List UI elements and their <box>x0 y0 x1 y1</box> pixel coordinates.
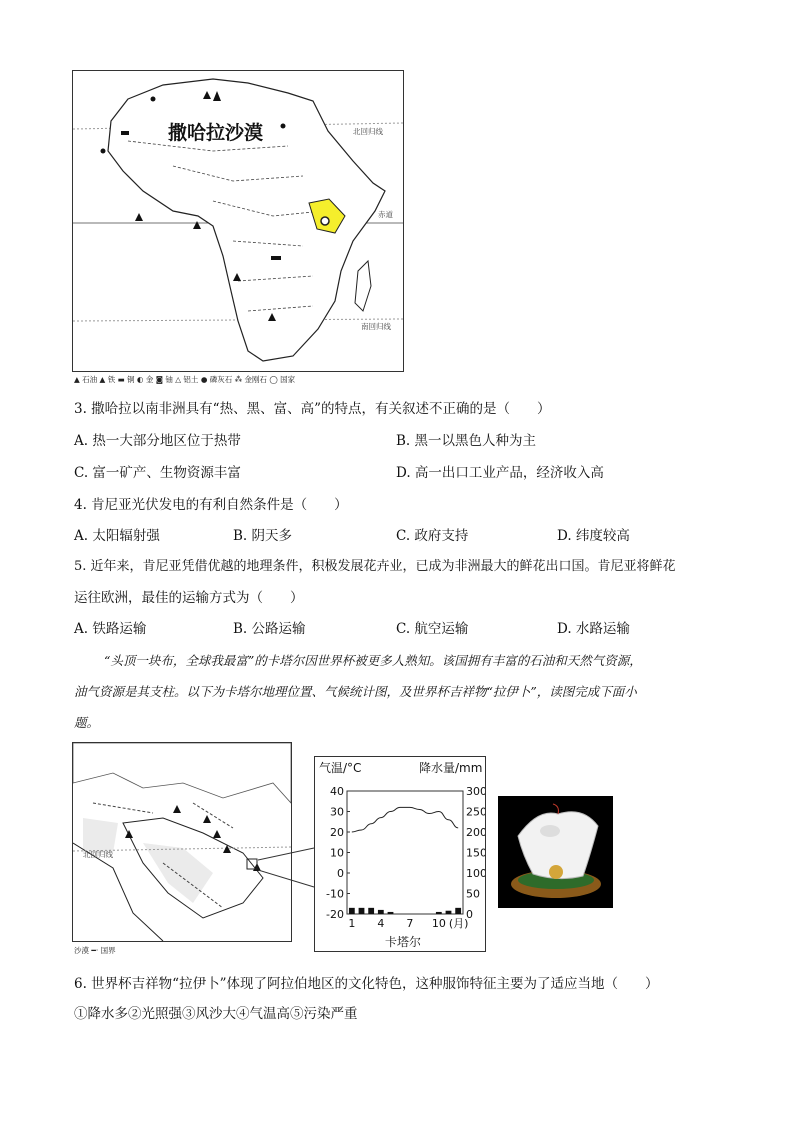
passage-line1: “头顶一块布，全球我最富”的卡塔尔因世界杯被更多人熟知。该国拥有丰富的石油和天然气资源， <box>104 653 642 668</box>
arabia-map <box>72 742 292 942</box>
x-tick-label: 4 <box>377 917 385 930</box>
q5-stem-line2: 运往欧洲，最佳的运输方式为（ ） <box>74 590 304 606</box>
precipitation-bar <box>446 911 452 914</box>
chart-ylabel-right: 降水量/mm <box>419 761 483 775</box>
q6-stem: 6. 世界杯吉祥物“拉伊卜”体现了阿拉伯地区的文化特色，这种服饰特征主要为了适应当地（ ） <box>74 976 659 992</box>
temperature-line <box>352 807 458 832</box>
equator-label: 赤道 <box>378 210 393 219</box>
precipitation-bar <box>359 908 365 914</box>
q3-option-d: D. 高一出口工业产品，经济收入高 <box>396 465 604 481</box>
right-tick-label: 250 <box>466 805 485 819</box>
passage-line2: 油气资源是其支柱。以下为卡塔尔地理位置、气候统计图，及世界杯吉祥物“拉伊卜”，读图完成下面小 <box>74 684 637 699</box>
tropic-south-label: 南回归线 <box>361 322 391 331</box>
precipitation-bar <box>378 910 384 914</box>
x-tick-label: 7 <box>406 917 414 930</box>
africa-map <box>72 70 404 372</box>
q4-option-a: A. 太阳辐射强 <box>74 528 160 544</box>
q4-stem: 4. 肯尼亚光伏发电的有利自然条件是（ ） <box>74 497 348 513</box>
q4-option-d: D. 纬度较高 <box>557 528 630 544</box>
q3-option-c: C. 富一矿产、生物资源丰富 <box>74 465 241 481</box>
x-tick-label: 10 <box>431 917 446 930</box>
q5-option-d: D. 水路运输 <box>557 621 630 637</box>
q4-option-c: C. 政府支持 <box>396 528 469 544</box>
tropic-north-label: 北回归线 <box>353 127 383 136</box>
left-tick-label: -20 <box>326 908 344 921</box>
precipitation-bar <box>455 908 461 914</box>
map-title: 撒哈拉沙漠 <box>168 122 264 144</box>
precipitation-bar <box>436 912 442 914</box>
q5-option-b: B. 公路运输 <box>233 621 306 637</box>
precipitation-bar <box>349 908 355 914</box>
right-tick-label: 50 <box>466 887 480 901</box>
chart-ylabel-left: 气温/°C <box>319 761 362 775</box>
map2-tropic-label: 北回归线 <box>83 850 113 859</box>
q3-stem: 3. 撒哈拉以南非洲具有“热、黑、富、高”的特点，有关叙述不正确的是（ ） <box>74 401 551 417</box>
left-tick-label: 40 <box>330 785 344 798</box>
climate-chart-frame <box>314 756 486 952</box>
left-tick-label: -10 <box>326 887 344 901</box>
q5-option-c: C. 航空运输 <box>396 621 469 637</box>
left-tick-label: 20 <box>330 826 344 839</box>
map1-legend: ▲ 石油 ▲ 铁 ▬ 铜 ◐ 金 ◙ 铀 △ 铝土 ● 磷灰石 ⁂ 金刚石 ◯ 国家 <box>74 375 296 384</box>
q3-option-a: A. 热一大部分地区位于热带 <box>74 433 241 449</box>
right-tick-label: 150 <box>466 846 485 860</box>
mascot-image <box>498 796 613 908</box>
map2-legend: 沙漠 ━· 国界 <box>74 946 116 955</box>
right-tick-label: 300 <box>466 785 485 798</box>
q4-option-b: B. 阴天多 <box>233 528 293 544</box>
x-tick-label: 1 <box>348 917 356 930</box>
left-tick-label: 30 <box>330 805 344 819</box>
right-tick-label: 200 <box>466 826 485 839</box>
left-tick-label: 10 <box>330 846 344 860</box>
precipitation-bar <box>388 912 394 914</box>
climate-chart <box>315 757 485 951</box>
q3-option-b: B. 黑一以黑色人种为主 <box>396 433 537 449</box>
left-tick-label: 0 <box>337 867 344 880</box>
chart-title: 卡塔尔 <box>385 935 422 949</box>
q5-stem-line1: 5. 近年来，肯尼亚凭借优越的地理条件，积极发展花卉业，已成为非洲最大的鲜花出口国。肯尼亚将鲜花 <box>74 559 676 574</box>
x-axis-unit: (月) <box>448 917 469 930</box>
plot-frame <box>347 791 463 914</box>
passage-line3: 题。 <box>74 715 100 730</box>
precipitation-bar <box>368 908 374 914</box>
right-tick-label: 100 <box>466 867 485 880</box>
q5-option-a: A. 铁路运输 <box>74 621 147 637</box>
right-tick-label: 0 <box>466 908 473 921</box>
q6-options: ①降水多②光照强③风沙大④气温高⑤污染严重 <box>74 1006 358 1022</box>
callout-lines <box>258 845 318 890</box>
